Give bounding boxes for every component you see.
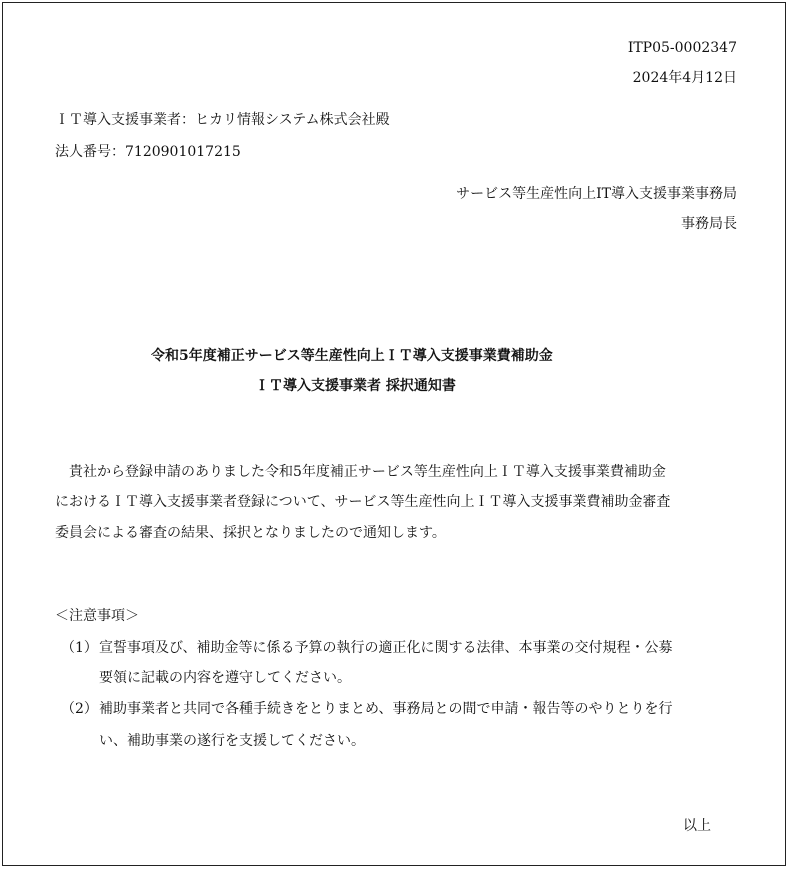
- body-line-2: におけるＩＴ導入支援事業者登録について、サービス等生産性向上ＩＴ導入支援事業費補助金審査: [55, 494, 671, 510]
- notice-document: [2, 2, 786, 866]
- note-2-line1: 補助事業者と共同で各種手続きをとりまとめ、事務局との間で申請・報告等のやりとりを行: [99, 701, 673, 717]
- sender-title: 事務局長: [681, 216, 737, 232]
- sender-organization: サービス等生産性向上IT導入支援事業事務局: [456, 186, 737, 202]
- body-line-1: 貴社から登録申請のありました令和5年度補正サービス等生産性向上ＩＴ導入支援事業費補助金: [55, 464, 666, 480]
- document-title-line1: 令和5年度補正サービス等生産性向上ＩＴ導入支援事業費補助金: [151, 348, 553, 364]
- notes-heading: ＜注意事項＞: [55, 608, 139, 624]
- note-2-marker: （2）: [61, 701, 98, 717]
- document-number: ITP05-0002347: [627, 40, 737, 56]
- note-1-line1: 宣誓事項及び、補助金等に係る予算の執行の適正化に関する法律、本事業の交付規程・公募: [99, 640, 673, 656]
- note-2-line2: い、補助事業の遂行を支援してください。: [99, 733, 365, 749]
- document-title-line2: ＩＴ導入支援事業者 採択通知書: [255, 378, 456, 394]
- body-line-3: 委員会による審査の結果、採択となりましたので通知します。: [55, 525, 446, 541]
- issue-date: 2024年4月12日: [632, 70, 737, 86]
- recipient-name: ＩＴ導入支援事業者：ヒカリ情報システム株式会社殿: [55, 112, 390, 128]
- note-1-marker: （1）: [61, 640, 98, 656]
- closing-text: 以上: [683, 818, 711, 834]
- corporate-number: 法人番号：7120901017215: [55, 144, 241, 160]
- note-1-line2: 要領に記載の内容を遵守してください。: [99, 670, 351, 686]
